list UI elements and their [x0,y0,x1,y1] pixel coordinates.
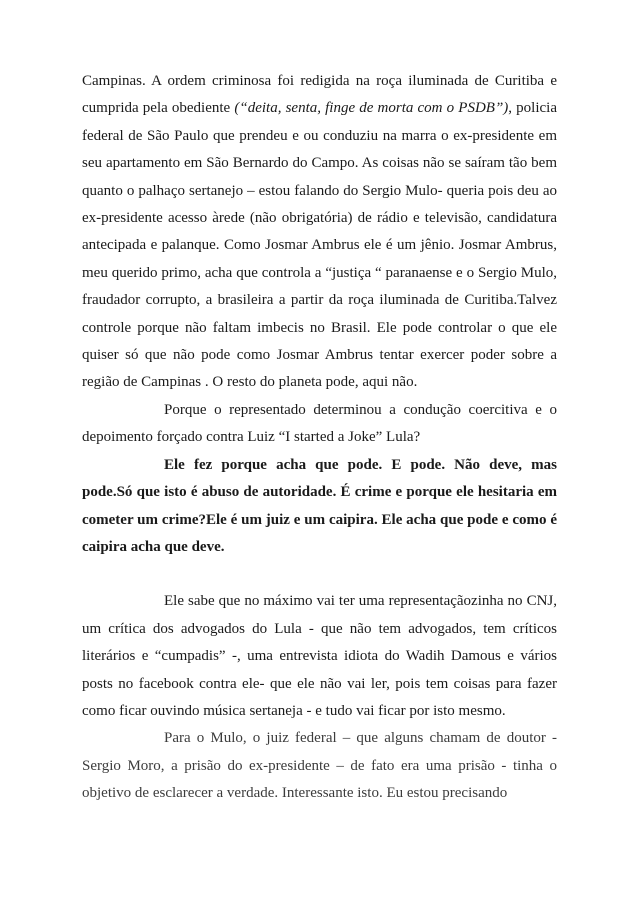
paragraph-1-end: , policia federal de São Paulo que prendeu e ou conduziu na marra o ex-presidente em seu apartamento em São Bernardo do Campo. As coisas não se saíram tão bem quanto o palhaço sertanejo – estou falando do Sergio Mulo- queria pois deu ao ex-presidente acesso àrede (não obrigatória) de rádio e televisão, candidatura antecipada e palanque. Como Josmar Ambrus ele é um jênio. Josmar Ambrus, meu querido primo, acha que controla a “justiça “ paranaense e o Sergio Mulo, fraudador corrupto, a brasileira a partir da roça iluminada de Curitiba.Talvez controle porque não faltam imbecis no Brasil. Ele pode controlar o que ele quiser só que não pode como Josmar Ambrus tentar exercer poder sobre a região de Campinas . O resto do planeta pode, aqui não. [82,100,558,391]
paragraph-2: Porque o representado determinou a condução coercitiva e o depoimento forçado contra Luiz “I started a Joke” Lula? [82,401,557,446]
paragraph-4: Ele sabe que no máximo vai ter uma representaçãozinha no CNJ, um crítica dos advogados do Lula - que não tem advogados, tem críticos literários e “cumpadis” -, uma entrevista idiota do Wadih Damous e vários posts no facebook contra ele- que ele não vai ler, pois tem coisas para fazer como ficar ouvindo música sertaneja - e tudo vai ficar por isto mesmo. [82,593,557,719]
paragraph-3-bold: Ele fez porque acha que pode. E pode. Não deve, mas pode.Só que isto é abuso de autoridade. É crime e porque ele hesitaria em cometer um crime?Ele é um juiz e um caipira. Ele acha que pode e como é caipira acha que deve. [82,456,557,555]
paragraph-5: Para o Mulo, o juiz federal – que alguns chamam de doutor - Sergio Moro, a prisão do ex-presidente – de fato era uma prisão - tinha o objetivo de esclarecer a verdade. Interessante isto. Eu estou precisando [82,730,557,802]
document-body [82,68,557,808]
paragraph-1-italic-quote: (“deita, senta, finge de morta com o PSDB”) [234,100,509,117]
paragraph-1 [82,68,557,397]
paragraph-1-start: Campinas. A ordem criminosa foi redigida na roça iluminada de Curitiba e cumprida pela obediente [82,73,557,117]
paragraph-spacer [82,561,557,588]
